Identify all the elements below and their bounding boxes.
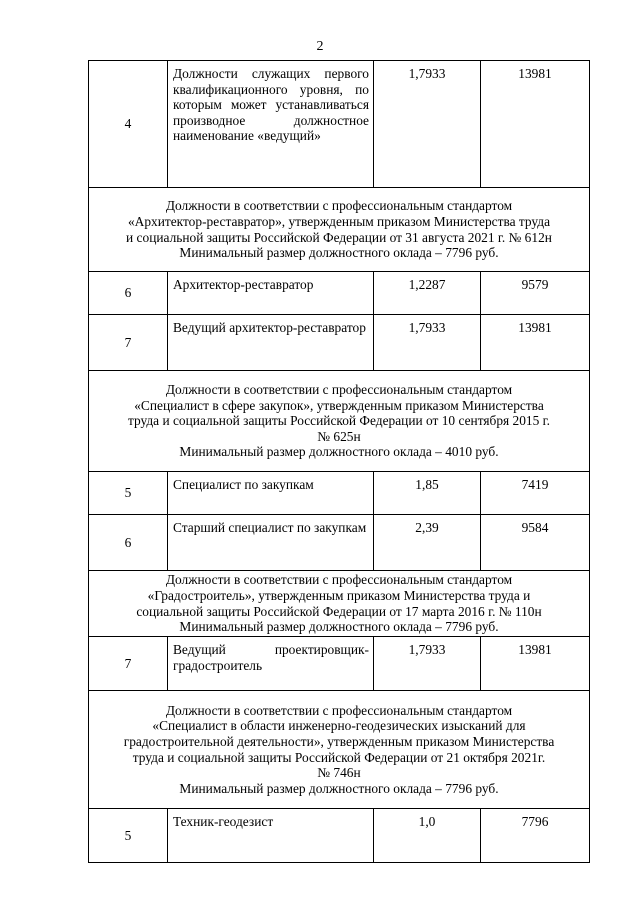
row-number: 6	[89, 272, 168, 315]
section-line: «Градостроитель», утвержденным приказом Министерства труда и	[147, 587, 531, 603]
section-header	[89, 188, 590, 272]
position-name: Специалист по закупкам	[168, 472, 374, 515]
section-line: № 625н	[317, 428, 361, 444]
section-line: Должности в соответствии с профессиональным стандартом	[165, 572, 513, 588]
row-number: 6	[89, 515, 168, 571]
row-number: 7	[89, 315, 168, 371]
row-number: 5	[89, 809, 168, 863]
coefficient: 1,7933	[374, 315, 481, 371]
coefficient: 1,7933	[374, 61, 481, 188]
salary-value: 7419	[481, 472, 590, 515]
salary-value: 13981	[481, 637, 590, 691]
salary-value: 7796	[481, 809, 590, 863]
position-name: Архитектор-реставратор	[168, 272, 374, 315]
section-line: труда и социальной защиты Российской Федерации от 10 сентября 2015 г.	[127, 413, 550, 429]
coefficient: 2,39	[374, 515, 481, 571]
row-number: 4	[89, 61, 168, 188]
section-header-row	[89, 691, 590, 809]
section-line: и социальной защиты Российской Федерации от 31 августа 2021 г. № 612н	[126, 229, 552, 245]
section-line: Должности в соответствии с профессиональным стандартом	[165, 382, 513, 398]
salary-value: 9584	[481, 515, 590, 571]
section-header-row	[89, 571, 590, 637]
section-line: «Архитектор-реставратор», утвержденным приказом Министерства труда	[127, 213, 551, 229]
table-row	[89, 515, 590, 571]
coefficient: 1,2287	[374, 272, 481, 315]
salary-value: 9579	[481, 272, 590, 315]
section-line: градостроительной деятельности», утвержденным приказом Министерства	[123, 733, 555, 749]
section-line: № 746н	[317, 765, 361, 781]
position-name: Ведущий архитектор-реставратор	[168, 315, 374, 371]
salary-value: 13981	[481, 315, 590, 371]
row-number: 7	[89, 637, 168, 691]
position-name: Ведущий проектировщик-градостроитель	[168, 637, 374, 691]
position-name: Должности служащих первого квалификационного уровня, по которым может устанавливаться производное должностное наименование «ведущий»	[168, 61, 374, 188]
section-line: Минимальный размер должностного оклада – 7796 руб.	[179, 245, 499, 261]
section-line: Минимальный размер должностного оклада – 4010 руб.	[179, 444, 499, 460]
coefficient: 1,85	[374, 472, 481, 515]
section-line: труда и социальной защиты Российской Федерации от 21 октября 2021г.	[132, 749, 546, 765]
section-line: социальной защиты Российской Федерации от 17 марта 2016 г. № 110н	[136, 603, 542, 619]
section-line: Должности в соответствии с профессиональным стандартом	[165, 198, 513, 214]
table-row	[89, 637, 590, 691]
section-line: «Специалист в области инженерно-геодезических изысканий для	[152, 718, 526, 734]
section-line: Должности в соответствии с профессиональным стандартом	[165, 702, 513, 718]
table-row	[89, 809, 590, 863]
row-number: 5	[89, 472, 168, 515]
section-line: Минимальный размер должностного оклада – 7796 руб.	[179, 619, 499, 635]
table-row	[89, 272, 590, 315]
section-line: «Специалист в сфере закупок», утвержденным приказом Министерства	[134, 397, 544, 413]
position-name: Техник-геодезист	[168, 809, 374, 863]
page-number: 2	[316, 39, 324, 54]
section-header-row	[89, 188, 590, 272]
coefficient: 1,0	[374, 809, 481, 863]
coefficient: 1,7933	[374, 637, 481, 691]
position-name: Старший специалист по закупкам	[168, 515, 374, 571]
section-line: Минимальный размер должностного оклада – 7796 руб.	[179, 780, 499, 796]
table-row	[89, 472, 590, 515]
section-header-row	[89, 371, 590, 472]
table-row	[89, 315, 590, 371]
section-header	[89, 691, 590, 809]
table-row	[89, 61, 590, 188]
section-header	[89, 571, 590, 637]
salary-value: 13981	[481, 61, 590, 188]
salary-table	[88, 60, 590, 863]
section-header	[89, 371, 590, 472]
